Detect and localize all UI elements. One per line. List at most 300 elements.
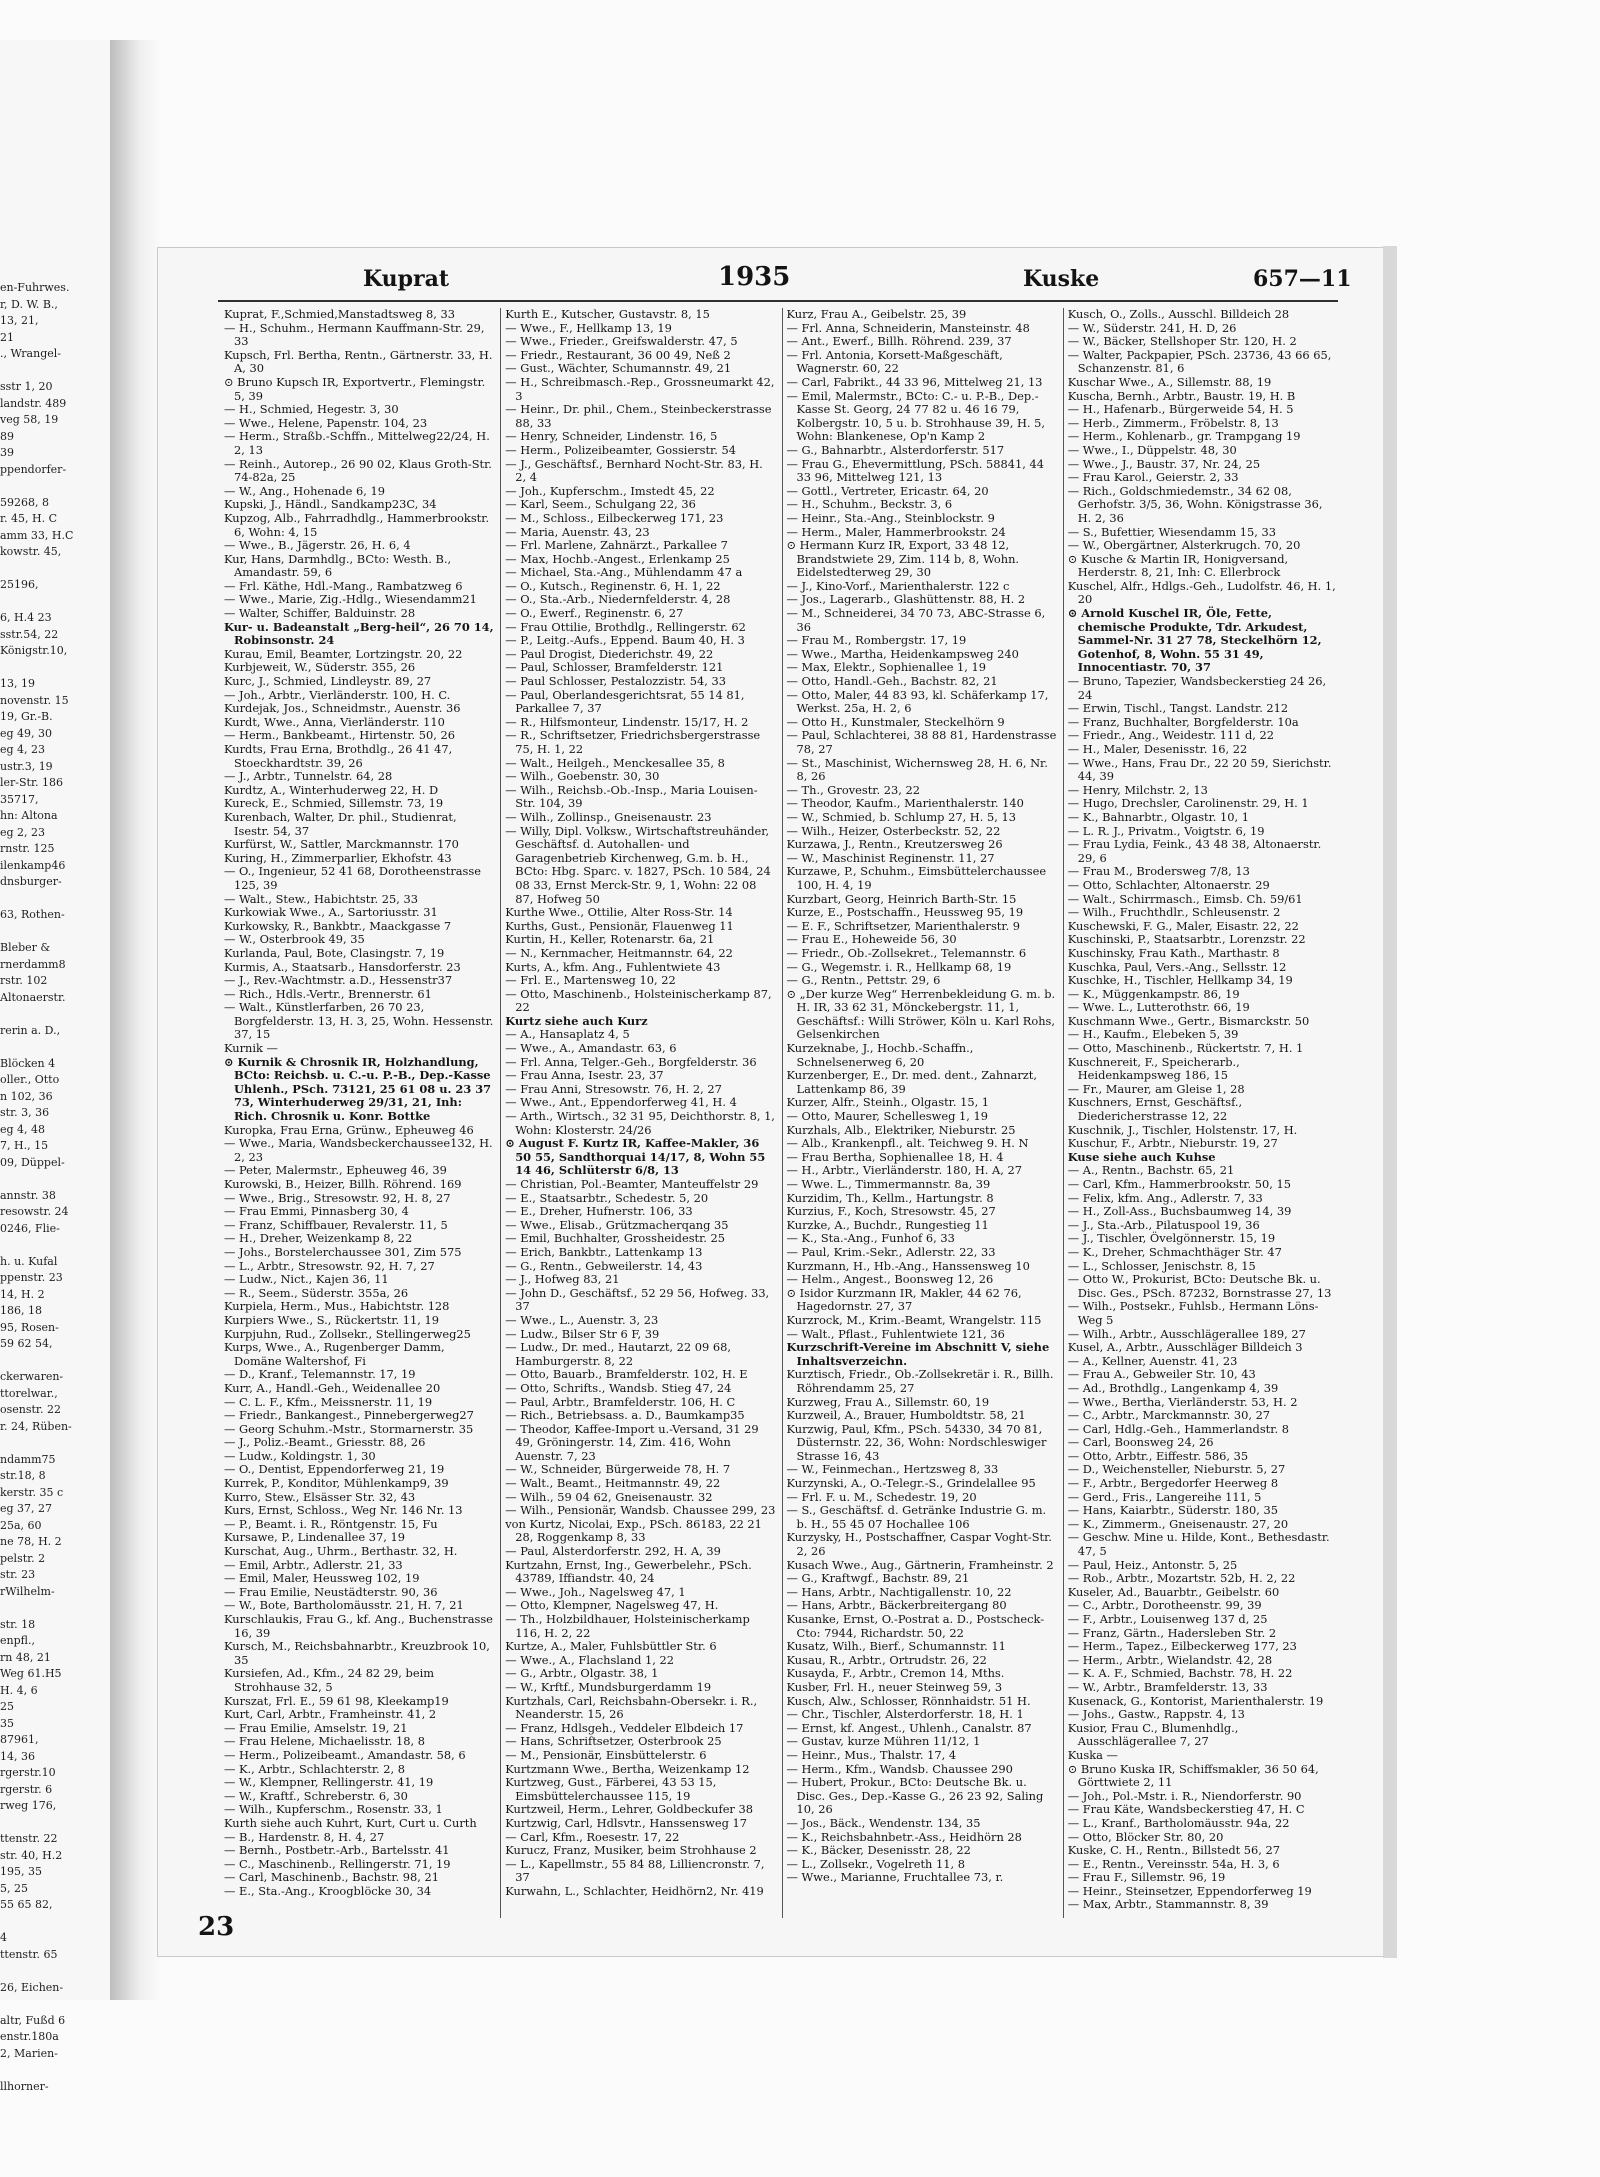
left-page-line: 55 65 82,: [0, 1898, 53, 1911]
directory-entry: — Frau F., Sillemstr. 96, 19: [1067, 1870, 1226, 1885]
left-page-line: [0, 660, 108, 677]
directory-entry: — Frl. Käthe, Hdl.-Mang., Rambatzweg 6: [224, 578, 463, 593]
directory-entry: — Ad., Brothdlg., Langenkamp 4, 39: [1067, 1380, 1279, 1395]
directory-entry: — W., Arbtr., Bramfelderstr. 13, 33: [1067, 1679, 1268, 1694]
directory-entry: — B., Hardenstr. 8, H. 4, 27: [224, 1829, 385, 1844]
left-page-line: rstr. 102: [0, 974, 48, 987]
directory-entry: — Hubert, Prokur., BCto: Deutsche Bk. u. Disc. Ges., Dep.-Kasse G., 26 23 92, Saling 10, 26: [786, 1775, 1044, 1817]
directory-entry: — Wilh., 59 04 62, Gneisenaustr. 32: [505, 1489, 713, 1504]
directory-entry: — Wwe., F., Hellkamp 13, 19: [505, 320, 672, 335]
directory-entry: — Michael, Sta.-Ang., Mühlendamm 47 a: [505, 565, 743, 580]
directory-entry: Kuse siehe auch Kuhse: [1067, 1149, 1216, 1164]
directory-entry: — Wwe., A., Flachsland 1, 22: [505, 1652, 674, 1667]
directory-entry: Kurths, Gust., Pensionär, Flauenweg 11: [505, 918, 734, 933]
directory-entry: — O., Ingenieur, 52 41 68, Dorotheenstrasse 125, 39: [224, 864, 481, 892]
directory-entry: — Jos., Bäck., Wendenstr. 134, 35: [786, 1815, 981, 1830]
directory-entry: — Hans, Schriftsetzer, Osterbrook 25: [505, 1734, 722, 1749]
directory-entry: — K., Zimmerm., Gneisenaustr. 27, 20: [1067, 1516, 1289, 1531]
directory-entry: Kurro, Stew., Elsässer Str. 32, 43: [224, 1489, 416, 1504]
directory-entry: Kurztisch, Friedr., Ob.-Zollsekretär i. R., Billh. Röhrendamm 25, 27: [786, 1367, 1054, 1395]
directory-entry: Kurdejak, Jos., Schneidmstr., Auenstr. 36: [224, 701, 461, 716]
directory-entry: — Frau Helene, Michaelisstr. 18, 8: [224, 1734, 426, 1749]
directory-entry: — G., Bahnarbtr., Alsterdorferstr. 517: [786, 442, 1005, 457]
directory-entry: Kurzbart, Georg, Heinrich Barth-Str. 15: [786, 891, 1017, 906]
directory-entry: Kuropka, Frau Erna, Grünw., Epheuweg 46: [224, 1122, 474, 1137]
signature-mark: 23: [198, 1912, 235, 1942]
left-page-line: [0, 1996, 108, 2013]
directory-entry: — St., Maschinist, Wichernsweg 28, H. 6, Nr. 8, 26: [786, 755, 1048, 784]
directory-entry: — W., Obergärtner, Alsterkrugch. 70, 20: [1067, 538, 1301, 553]
directory-entry: — L., Kapellmstr., 55 84 88, Lilliencronstr. 7, 37: [505, 1856, 765, 1885]
left-page-line: ttenstr. 22: [0, 1832, 58, 1845]
directory-entry: — R., Seem., Süderstr. 355a, 26: [224, 1285, 409, 1300]
directory-entry: — Frl. Marlene, Zahnärzt., Parkallee 7: [505, 538, 728, 553]
directory-entry: — K., Sta.-Ang., Funhof 6, 33: [786, 1231, 955, 1246]
directory-entry: — Carl, Kfm., Roesestr. 17, 22: [505, 1829, 680, 1844]
directory-entry: — W., Krftf., Mundsburgerdamm 19: [505, 1679, 712, 1694]
directory-entry: — Wwe., Joh., Nagelsweg 47, 1: [505, 1584, 686, 1599]
directory-entry: Kurtin, H., Keller, Rotenarstr. 6a, 21: [505, 932, 715, 947]
directory-entry: — L. R. J., Privatm., Voigtstr. 6, 19: [1067, 823, 1265, 838]
directory-entry: — Walter, Packpapier, PSch. 23736, 43 66 65, Schanzenstr. 81, 6: [1067, 347, 1332, 376]
directory-entry: — Herm., Kohlenarb., gr. Trampgang 19: [1067, 429, 1301, 444]
directory-entry: Kuschnereit, F., Speicherarb., Heidenkampsweg 186, 15: [1067, 1054, 1240, 1083]
directory-entry: — Herb., Zimmerm., Fröbelstr. 8, 13: [1067, 415, 1279, 430]
directory-entry: — Emil, Malermstr., BCto: C.- u. P.-B., Dep.-Kasse St. Georg, 24 77 82 u. 46 16 79, Kolbergstr. 10, 5 u. b. Strohhause 39, H. 5, Wohn: Blankenese, Op'n Kamp 2: [786, 388, 1046, 444]
directory-entry: — F., Arbtr., Bergedorfer Heerweg 8: [1067, 1476, 1279, 1491]
directory-entry: — W., Bäcker, Stellshoper Str. 120, H. 2: [1067, 334, 1297, 349]
directory-entry: — Frau M., Brodersweg 7/8, 13: [1067, 864, 1250, 879]
directory-entry: — Paul, Arbtr., Bramfelderstr. 106, H. C: [505, 1394, 736, 1409]
directory-entry: — W., Schneider, Bürgerweide 78, H. 7: [505, 1462, 731, 1477]
left-page-line: r. 24, Rüben-: [0, 1419, 72, 1433]
left-page-line: 35: [0, 1716, 14, 1730]
left-page-line: ttenstr. 65: [0, 1947, 58, 1961]
directory-entry: — J., Geschäftsf., Bernhard Nocht-Str. 83, H. 2, 4: [505, 456, 763, 485]
directory-entry: Kusanke, Ernst, O.-Postrat a. D., Postscheck-Cto: 7944, Richardstr. 50, 22: [786, 1612, 1045, 1640]
directory-entry: — S., Geschäftsf. d. Getränke Industrie G. m. b. H., 55 45 07 Hochallee 106: [786, 1503, 1047, 1531]
directory-entry: — Theodor, Kaufm., Marienthalerstr. 140: [786, 796, 1024, 811]
directory-entry: — W., Süderstr. 241, H. D, 26: [1067, 320, 1237, 335]
directory-entry: Kurth siehe auch Kuhrt, Kurt, Curt u. Curth: [224, 1815, 477, 1830]
directory-entry: Kurzawe, P., Schuhm., Eimsbüttelerchaussee 100, H. 4, 19: [786, 864, 1047, 892]
directory-entry: — Walter, Schiffer, Balduinstr. 28: [224, 606, 416, 621]
left-page-line: 09, Düppel-: [0, 1155, 65, 1169]
column-3: [783, 308, 1064, 1918]
directory-entry: — O., Sta.-Arb., Niedernfelderstr. 4, 28: [505, 592, 731, 607]
directory-entry: — W., Maschinist Reginenstr. 11, 27: [786, 850, 995, 865]
left-page-text: [0, 280, 108, 2095]
left-page-line: 13, 19: [0, 677, 35, 690]
directory-entry: — Frau Emmi, Pinnasberg 30, 4: [224, 1204, 409, 1219]
directory-entry: — Heinr., Steinsetzer, Eppendorferweg 19: [1067, 1883, 1312, 1898]
left-page-line: [0, 478, 108, 495]
directory-columns: [220, 308, 1345, 1918]
directory-entry: — Wwe., L., Auenstr. 3, 23: [505, 1312, 659, 1327]
directory-entry: — Herm., Kfm., Wandsb. Chaussee 290: [786, 1761, 1013, 1776]
directory-entry: Kusch, O., Zolls., Ausschl. Billdeich 28: [1067, 307, 1290, 321]
directory-entry: Kurenbach, Walter, Dr. phil., Studienrat, Isestr. 54, 37: [224, 809, 457, 838]
directory-entry: Kuschar Wwe., A., Sillemstr. 88, 19: [1067, 374, 1272, 389]
directory-entry: — Frl. Antonia, Korsett-Maßgeschäft, Wagnerstr. 60, 22: [786, 347, 1003, 376]
left-page-line: 13, 21,: [0, 314, 39, 327]
directory-entry: — E., Staatsarbtr., Schedestr. 5, 20: [505, 1190, 709, 1205]
directory-entry: — D., Weichensteller, Nieburstr. 5, 27: [1067, 1462, 1286, 1477]
left-page-line: 19, Gr.-B.: [0, 710, 53, 723]
directory-entry: — C., Arbtr., Dorotheenstr. 99, 39: [1067, 1598, 1262, 1613]
directory-entry: — Heinr., Sta.-Ang., Steinblockstr. 9: [786, 510, 995, 525]
page-edge: [1383, 246, 1397, 1958]
directory-entry: — E. F., Schriftsetzer, Marienthalerstr. 9: [786, 918, 1021, 933]
directory-entry: — Joh., Kupferschm., Imstedt 45, 22: [505, 483, 715, 498]
directory-entry: — Wilh., Heizer, Osterbeckstr. 52, 22: [786, 823, 1001, 838]
directory-entry: — Wwe., Frieder., Greifswalderstr. 47, 5: [505, 334, 738, 349]
directory-entry: Kurpiers Wwe., S., Rückertstr. 11, 19: [224, 1312, 439, 1327]
directory-entry: Kurze, E., Postschaffn., Heussweg 95, 19: [786, 905, 1024, 920]
left-page-line: [0, 1815, 108, 1832]
directory-entry: Kur, Hans, Darmhdlg., BCto: Westh. B., Amandastr. 59, 6: [224, 551, 452, 580]
directory-entry: Kuschnik, J., Tischler, Holstenstr. 17, H.: [1067, 1122, 1298, 1137]
directory-entry: ⊙ Bruno Kuska IR, Schiffsmakler, 36 50 64, Görttwiete 2, 11: [1067, 1761, 1319, 1790]
directory-entry: — Wwe. L., Lutterothstr. 66, 19: [1067, 1000, 1250, 1015]
header-right-keyword: Kuske: [1023, 266, 1100, 292]
left-page-line: 25: [0, 1700, 14, 1713]
column-1: [220, 308, 501, 1918]
directory-entry: Kurtzwig, Carl, Hdlsvtr., Hanssensweg 17: [505, 1815, 747, 1830]
directory-entry: — Jos., Lagerarb., Glashüttenstr. 88, H. 2: [786, 592, 1026, 607]
left-page-line: [0, 1039, 108, 1056]
directory-entry: — Heinr., Dr. phil., Chem., Steinbeckerstrasse 88, 33: [505, 402, 772, 430]
directory-entry: — N., Kernmacher, Heitmannstr. 64, 22: [505, 945, 733, 960]
directory-entry: — Karl, Seem., Schulgang 22, 36: [505, 497, 696, 512]
left-page-fragment: [0, 40, 112, 2093]
directory-entry: — Frl. F. u. M., Schedestr. 19, 20: [786, 1489, 977, 1504]
directory-entry: — Rich., Goldschmiedemstr., 34 62 08, Gerhofstr. 3/5, 36, Wohn. Königstrasse 36, H. 2, 36: [1067, 483, 1323, 525]
directory-entry: — Friedr., Restaurant, 36 00 49, Neß 2: [505, 347, 731, 362]
left-page-line: 7, H., 15: [0, 1139, 49, 1152]
directory-entry: — Frau Emilie, Amselstr. 19, 21: [224, 1720, 408, 1735]
directory-entry: Kurau, Emil, Beamter, Lortzingstr. 20, 22: [224, 646, 463, 661]
directory-entry: — Ludw., Koldingstr. 1, 30: [224, 1448, 376, 1463]
directory-entry: Kurr, A., Handl.-Geh., Weidenallee 20: [224, 1380, 441, 1395]
directory-entry: — R., Hilfsmonteur, Lindenstr. 15/17, H. 2: [505, 714, 749, 729]
directory-entry: — Wilh., Arbtr., Ausschlägerallee 189, 27: [1067, 1326, 1306, 1341]
directory-entry: — Georg Schuhm.-Mstr., Stormarnerstr. 35: [224, 1421, 474, 1436]
directory-entry: — Frau A., Gebweiler Str. 10, 43: [1067, 1367, 1256, 1382]
directory-entry: Kurpiela, Herm., Mus., Habichtstr. 128: [224, 1299, 450, 1314]
directory-entry: — P., Leitg.-Aufs., Eppend. Baum 40, H. 3: [505, 633, 745, 648]
directory-entry: — G., Arbtr., Olgastr. 38, 1: [505, 1666, 659, 1681]
directory-entry: Kurschat, Aug., Uhrm., Berthastr. 32, H.: [224, 1544, 458, 1559]
directory-entry: — W., Osterbrook 49, 35: [224, 932, 365, 947]
left-page-line: 39: [0, 446, 14, 459]
left-page-line: kerstr. 35 c: [0, 1485, 64, 1499]
directory-entry: Kurzius, F., Koch, Stresowstr. 45, 27: [786, 1204, 996, 1219]
directory-entry: — Otto, Schlachter, Altonaerstr. 29: [1067, 877, 1270, 892]
left-page-line: [0, 2062, 108, 2079]
directory-entry: ⊙ Bruno Kupsch IR, Exportvertr., Flemingstr. 5, 39: [224, 374, 486, 403]
directory-entry: Kusel, A., Arbtr., Ausschläger Billdeich 3: [1067, 1340, 1303, 1355]
directory-entry: Kurrek, P., Konditor, Mühlenkamp9, 39: [224, 1476, 449, 1491]
directory-entry: Kurlanda, Paul, Bote, Clasingstr. 7, 19: [224, 945, 445, 960]
directory-entry: — Franz, Hdlsgeh., Veddeler Elbdeich 17: [505, 1720, 744, 1735]
directory-entry: Kusach Wwe., Aug., Gärtnerin, Framheinstr. 2: [786, 1557, 1054, 1572]
left-page-line: [0, 1963, 108, 1980]
directory-entry: — Gustav, kurze Mühren 11/12, 1: [786, 1734, 981, 1749]
left-page-line: 4: [0, 1931, 7, 1944]
left-page-line: [0, 594, 108, 611]
directory-entry: — W., Feinmechan., Hertzsweg 8, 33: [786, 1462, 999, 1477]
left-page-line: enstr.180a: [0, 2030, 59, 2043]
directory-entry: Kusau, R., Arbtr., Ortrudstr. 26, 22: [786, 1652, 987, 1667]
left-page-line: 26, Eichen-: [0, 1980, 64, 1994]
directory-entry: Kurfürst, W., Sattler, Marckmannstr. 170: [224, 837, 459, 852]
directory-entry: Kusenack, G., Kontorist, Marienthalerstr. 19: [1067, 1693, 1324, 1708]
directory-entry: — Ludw., Nict., Kajen 36, 11: [224, 1272, 389, 1287]
left-page-line: 6, H.4 23: [0, 611, 52, 624]
directory-entry: — G., Wegemstr. i. R., Hellkamp 68, 19: [786, 959, 1012, 974]
directory-entry: ⊙ Arnold Kuschel IR, Öle, Fette, chemische Produkte, Tdr. Arkudest, Sammel-Nr. 31 27 78, Steckelhörn 12, Gotenhof, 8, Wohn. 55 31 49, Innocentiastr. 70, 37: [1067, 606, 1322, 675]
directory-entry: Kurdt, Wwe., Anna, Vierländerstr. 110: [224, 714, 445, 729]
left-page-line: eg 4, 48: [0, 1122, 46, 1136]
directory-entry: Kurtze, A., Maler, Fuhlsbüttler Str. 6: [505, 1639, 717, 1654]
directory-entry: — Paul, Oberlandesgerichtsrat, 55 14 81, Parkallee 7, 37: [505, 687, 745, 716]
left-page-line: sstr 1, 20: [0, 380, 53, 393]
directory-entry: — Hugo, Drechsler, Carolinenstr. 29, H. 1: [1067, 796, 1309, 811]
directory-entry: — K., Dreher, Schmachthäger Str. 47: [1067, 1244, 1282, 1259]
directory-entry: — Th., Holzbildhauer, Holsteinischerkamp 116, H. 2, 22: [505, 1612, 750, 1640]
directory-entry: ⊙ Isidor Kurzmann IR, Makler, 44 62 76, Hagedornstr. 27, 37: [786, 1285, 1022, 1314]
directory-entry: Kurkowiak Wwe., A., Sartoriusstr. 31: [224, 905, 438, 920]
directory-entry: — A., Hansaplatz 4, 5: [505, 1027, 630, 1042]
directory-entry: Kuschmann Wwe., Gertr., Bismarckstr. 50: [1067, 1013, 1310, 1028]
directory-entry: — Wilh., Pensionär, Wandsb. Chaussee 299, 23: [505, 1503, 776, 1518]
directory-entry: — W., Schmied, b. Schlump 27, H. 5, 13: [786, 809, 1016, 824]
left-page-line: [0, 363, 108, 380]
directory-entry: — O., Kutsch., Reginenstr. 6, H. 1, 22: [505, 578, 721, 593]
directory-entry: — Wwe., Elisab., Grützmacherqang 35: [505, 1217, 729, 1232]
left-page-line: ilenkamp46: [0, 858, 66, 872]
left-page-line: ppendorfer-: [0, 462, 67, 476]
directory-entry: — Peter, Malermstr., Epheuweg 46, 39: [224, 1163, 447, 1178]
directory-entry: — Henry, Schneider, Lindenstr. 16, 5: [505, 429, 718, 444]
directory-entry: — Franz, Gärtn., Hadersleben Str. 2: [1067, 1625, 1277, 1640]
directory-entry: — Otto, Maschinenb., Rückertstr. 7, H. 1: [1067, 1041, 1304, 1056]
left-page-line: ler-Str. 186: [0, 776, 63, 789]
directory-entry: — E., Sta.-Ang., Kroogblöcke 30, 34: [224, 1883, 432, 1898]
directory-entry: Kurzrock, M., Krim.-Beamt, Wrangelstr. 115: [786, 1312, 1042, 1327]
directory-entry: — Helm., Angest., Boonsweg 12, 26: [786, 1272, 994, 1287]
directory-entry: — Bernh., Postbetr.-Arb., Bartelsstr. 41: [224, 1843, 450, 1858]
directory-entry: — W., Klempner, Rellingerstr. 41, 19: [224, 1775, 434, 1790]
directory-entry: Kusior, Frau C., Blumenhdlg., Ausschlägerallee 7, 27: [1067, 1720, 1239, 1749]
directory-entry: — Emil, Arbtr., Adlerstr. 21, 33: [224, 1557, 403, 1572]
directory-entry: Kurzmann, H., Hb.-Ang., Hanssensweg 10: [786, 1258, 1030, 1273]
left-page-line: 5, 25: [0, 1881, 28, 1895]
directory-entry: — H., Kaufm., Elebeken 5, 39: [1067, 1027, 1239, 1042]
directory-entry: — Frl. Anna, Telger.-Geh., Borgfelderstr. 36: [505, 1054, 757, 1069]
directory-entry: — Arth., Wirtsch., 32 31 95, Deichthorstr. 8, 1, Wohn: Klosterstr. 24/26: [505, 1109, 775, 1137]
directory-entry: ⊙ Kurnik & Chrosnik IR, Holzhandlung, BCto: Reichsb. u. C.-u. P.-B., Dep.-Kasse Uhlenh., PSch. 73121, 25 61 08 u. 23 37 73, Winterhuderweg 29/31, 21, Inh: Rich. Chrosnik u. Konr. Bottke: [224, 1054, 492, 1124]
directory-entry: — Hans, Kaiarbtr., Süderstr. 180, 35: [1067, 1503, 1278, 1518]
left-page-line: enpfl.,: [0, 1634, 35, 1647]
directory-entry: — W., Bote, Bartholomäusstr. 21, H. 7, 21: [224, 1598, 464, 1613]
directory-entry: Kurth E., Kutscher, Gustavstr. 8, 15: [505, 307, 710, 321]
directory-entry: Kuschners, Ernst, Geschäftsf., Diedericherstrasse 12, 22: [1067, 1095, 1243, 1124]
directory-entry: — O., Dentist, Eppendorferweg 21, 19: [224, 1462, 445, 1477]
directory-entry: — Ant., Ewerf., Billh. Röhrend. 239, 37: [786, 334, 1012, 349]
directory-entry: — H., Hafenarb., Bürgerweide 54, H. 5: [1067, 402, 1294, 417]
left-page-line: osenstr. 22: [0, 1403, 61, 1416]
directory-entry: — Frau Lydia, Feink., 43 48 38, Altonaerstr. 29, 6: [1067, 837, 1322, 865]
left-page-line: [0, 1435, 108, 1452]
directory-entry: — Wwe., Hans, Frau Dr., 22 20 59, Sierichstr. 44, 39: [1067, 755, 1332, 784]
directory-entry: — Herm., Maler, Hammerbrookstr. 24: [786, 524, 1006, 539]
left-page-line: [0, 561, 108, 578]
left-page-line: novenstr. 15: [0, 693, 69, 707]
directory-entry: — Carl, Maschinenb., Bachstr. 98, 21: [224, 1870, 440, 1885]
directory-entry: — Herm., Arbtr., Wielandstr. 42, 28: [1067, 1652, 1273, 1667]
directory-entry: — Paul, Alsterdorferstr. 292, H. A, 39: [505, 1544, 721, 1559]
left-page-line: rerin a. D.,: [0, 1023, 61, 1037]
book-gutter: [110, 40, 160, 2000]
directory-entry: Kurzwig, Paul, Kfm., PSch. 54330, 34 70 81, Düsternstr. 22, 36, Wohn: Nordschleswiger Strasse 16, 43: [786, 1421, 1047, 1463]
directory-entry: Kurdts, Frau Erna, Brothdlg., 26 41 47, Stoeckhardtstr. 39, 26: [224, 742, 453, 770]
directory-entry: Kurzweil, A., Brauer, Humboldtstr. 58, 21: [786, 1408, 1026, 1423]
left-page-line: Blöcken 4: [0, 1056, 56, 1070]
left-page-line: rWilhelm-: [0, 1584, 55, 1598]
left-page-line: ckerwaren-: [0, 1370, 64, 1383]
left-page-line: 2, Marien-: [0, 2046, 58, 2060]
directory-entry: — Wilh., Postsekr., Fuhlsb., Hermann Löns-Weg 5: [1067, 1299, 1319, 1327]
directory-entry: — K., Arbtr., Schlachterstr. 2, 8: [224, 1761, 406, 1776]
left-page-line: n 102, 36: [0, 1089, 53, 1103]
directory-entry: — Hans, Arbtr., Nachtigallenstr. 10, 22: [786, 1584, 1012, 1599]
directory-entry: Kurtzahn, Ernst, Ing., Gewerbelehr., PSch. 43789, Iffiandstr. 40, 24: [505, 1557, 752, 1586]
left-page-line: rnerdamm8: [0, 957, 66, 971]
directory-entry: — H., Zoll-Ass., Buchsbaumweg 14, 39: [1067, 1204, 1292, 1219]
directory-entry: — Otto W., Prokurist, BCto: Deutsche Bk. u. Disc. Ges., PSch. 87232, Bornstrasse 27, 13: [1067, 1272, 1332, 1300]
directory-entry: — Frau Bertha, Sophienallee 18, H. 4: [786, 1149, 1004, 1164]
left-page-line: str.18, 8: [0, 1469, 46, 1482]
directory-entry: — Erich, Bankbtr., Lattenkamp 13: [505, 1244, 703, 1259]
left-page-line: [0, 1006, 108, 1023]
directory-entry: Kuschur, F., Arbtr., Nieburstr. 19, 27: [1067, 1136, 1278, 1151]
directory-entry: — Wwe., B., Jägerstr. 26, H. 6, 4: [224, 538, 411, 553]
directory-entry: — Felix, kfm. Ang., Adlerstr. 7, 33: [1067, 1190, 1263, 1205]
left-page-line: annstr. 38: [0, 1188, 56, 1202]
directory-entry: Kurs, Ernst, Schloss., Weg Nr. 146 Nr. 13: [224, 1503, 463, 1518]
directory-entry: — J., Hofweg 83, 21: [505, 1272, 620, 1287]
left-page-line: r, D. W. B.,: [0, 297, 58, 311]
directory-entry: Kuschke, H., Tischler, Hellkamp 34, 19: [1067, 973, 1293, 988]
directory-entry: Kuschewski, F. G., Maler, Eisastr. 22, 22: [1067, 918, 1299, 933]
header-left-keyword: Kuprat: [363, 266, 450, 292]
directory-entry: — M., Schneiderei, 34 70 73, ABC-Strasse 6, 36: [786, 606, 1046, 634]
directory-entry: Kurc, J., Schmied, Lindleystr. 89, 27: [224, 674, 432, 689]
left-page-line: llhorner-: [0, 2079, 49, 2093]
directory-entry: Kurmis, A., Staatsarb., Hansdorferstr. 23: [224, 959, 461, 974]
directory-entry: Kurkowsky, R., Bankbtr., Maackgasse 7: [224, 918, 452, 933]
directory-entry: — Otto, Klempner, Nagelsweg 47, H.: [505, 1598, 719, 1613]
directory-entry: — Otto, Schrifts., Wandsb. Stieg 47, 24: [505, 1380, 732, 1395]
left-page-line: 186, 18: [0, 1304, 42, 1317]
directory-entry: Kursch, M., Reichsbahnarbtr., Kreuzbrook 10, 35: [224, 1639, 490, 1667]
directory-entry: — Wilh., Fruchthdlr., Schleusenstr. 2: [1067, 905, 1281, 920]
directory-entry: — Wilh., Goebenstr. 30, 30: [505, 769, 660, 784]
directory-entry: — M., Schloss., Eilbeckerweg 171, 23: [505, 510, 724, 525]
directory-entry: Kurschlaukis, Frau G., kf. Ang., Buchenstrasse 16, 39: [224, 1612, 493, 1640]
directory-entry: Kurpjuhn, Rud., Zollsekr., Stellingerweg25: [224, 1326, 471, 1341]
directory-entry: — J., Sta.-Arb., Pilatuspool 19, 36: [1067, 1217, 1260, 1232]
left-page-line: [0, 1353, 108, 1370]
directory-entry: — Otto, Handl.-Geh., Bachstr. 82, 21: [786, 674, 998, 689]
directory-entry: — Wilh., Kupferschm., Rosenstr. 33, 1: [224, 1802, 443, 1817]
directory-entry: — Johs., Borstelerchaussee 301, Zim 575: [224, 1244, 462, 1259]
directory-entry: — Wwe., Maria, Wandsbeckerchaussee132, H. 2, 23: [224, 1136, 493, 1164]
directory-entry: — Ludw., Bilser Str 6 F, 39: [505, 1326, 660, 1341]
directory-entry: — K., Reichsbahnbetr.-Ass., Heidhörn 28: [786, 1829, 1022, 1844]
left-page-line: str. 18: [0, 1617, 36, 1631]
directory-entry: — Henry, Milchstr. 2, 13: [1067, 782, 1208, 797]
left-page-line: str. 23: [0, 1568, 36, 1581]
directory-entry: — Gust., Wächter, Schumannstr. 49, 21: [505, 361, 732, 376]
left-page-line: Bleber &: [0, 941, 51, 954]
directory-entry: — John D., Geschäftsf., 52 29 56, Hofweg. 33, 37: [505, 1285, 770, 1314]
left-page-line: 25196,: [0, 578, 39, 591]
directory-entry: ⊙ August F. Kurtz IR, Kaffee-Makler, 36 50 55, Sandthorquai 14/17, 8, Wohn 55 14 46, Schlüterstr 6/8, 13: [505, 1136, 766, 1178]
left-page-line: rnstr. 125: [0, 842, 55, 855]
directory-entry: — Carl, Fabrikt., 44 33 96, Mittelweg 21, 13: [786, 374, 1043, 389]
directory-entry: — Paul Schlosser, Pestalozzistr. 54, 33: [505, 674, 727, 689]
directory-entry: Kurtzmann Wwe., Bertha, Weizenkamp 12: [505, 1761, 750, 1776]
directory-entry: — J., Arbtr., Tunnelstr. 64, 28: [224, 769, 393, 784]
page-header: [213, 262, 1353, 296]
directory-entry: Kureck, E., Schmied, Sillemstr. 73, 19: [224, 796, 444, 811]
left-page-line: [0, 891, 108, 908]
directory-entry: — Heinr., Mus., Thalstr. 17, 4: [786, 1747, 957, 1762]
directory-entry: Kuschel, Alfr., Hdlgs.-Geh., Ludolfstr. 46, H. 1, 20: [1067, 578, 1336, 607]
directory-entry: — Otto, Maschinenb., Holsteinischerkamp 87, 22: [505, 986, 772, 1015]
directory-entry: — Christian, Pol.-Beamter, Manteuffelstr 29: [505, 1177, 759, 1191]
left-page-line: resowstr. 24: [0, 1205, 69, 1218]
directory-entry: — Wwe., Martha, Heidenkampsweg 240: [786, 646, 1019, 661]
directory-entry: — J., Rev.-Wachtmstr. a.D., Hessenstr37: [224, 973, 453, 988]
directory-entry: Kurowski, B., Heizer, Billh. Röhrend. 169: [224, 1177, 462, 1191]
left-page-line: ustr.3, 19: [0, 759, 53, 773]
directory-entry: — Johs., Gastw., Rappstr. 4, 13: [1067, 1707, 1245, 1722]
directory-entry: — E., Dreher, Hufnerstr. 106, 33: [505, 1204, 693, 1219]
directory-entry: — Otto, Maurer, Schellesweg 1, 19: [786, 1109, 989, 1124]
directory-entry: Kurzysky, H., Postschaffner, Caspar Voght-Str. 2, 26: [786, 1530, 1052, 1559]
directory-entry: ⊙ Kusche & Martin IR, Honigversand, Herderstr. 8, 21, Inh: C. Ellerbrock: [1067, 551, 1289, 580]
directory-entry: Kurucz, Franz, Musiker, beim Strohhause 2: [505, 1843, 757, 1858]
directory-entry: Kurzawa, J., Rentn., Kreutzersweg 26: [786, 837, 1003, 852]
directory-entry: — Wwe., I., Düppelstr. 48, 30: [1067, 442, 1237, 457]
directory-entry: — W., Ang., Hohenade 6, 19: [224, 483, 385, 498]
directory-entry: Kuschinski, P., Staatsarbtr., Lorenzstr. 22: [1067, 932, 1306, 947]
directory-entry: — Joh., Pol.-Mstr. i. R., Niendorferstr. 90: [1067, 1788, 1302, 1803]
directory-entry: — Paul, Schlachterei, 38 88 81, Hardenstrasse 78, 27: [786, 728, 1057, 756]
directory-entry: — L., Schlosser, Jenischstr. 8, 15: [1067, 1258, 1256, 1273]
left-page-line: kowstr. 45,: [0, 545, 62, 558]
directory-entry: — Friedr., Ang., Weidestr. 111 d, 22: [1067, 728, 1274, 743]
directory-entry: Kurps, Wwe., A., Rugenberger Damm, Domäne Waltershof, Fi: [224, 1340, 445, 1368]
directory-entry: — Ludw., Dr. med., Hautarzt, 22 09 68, Hamburgerstr. 8, 22: [505, 1340, 732, 1368]
directory-entry: — Wwe., Bertha, Vierländerstr. 53, H. 2: [1067, 1394, 1298, 1409]
header-rule: [218, 300, 1338, 302]
left-page-line: 95, Rosen-: [0, 1320, 59, 1334]
